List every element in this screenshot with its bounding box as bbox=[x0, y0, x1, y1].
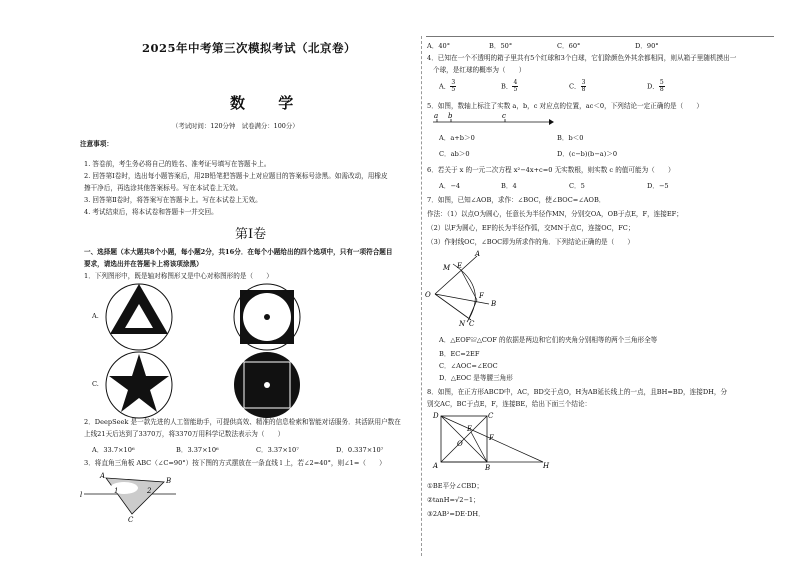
q1-figure-b bbox=[232, 282, 302, 352]
q4-option-b: B． $\frac{4}{5}$ bbox=[501, 79, 518, 93]
question-7: （2）以F为圆心，EF的长为半径作弧，交MN于点C，连接OC，FC； bbox=[427, 224, 635, 232]
q7-label-e: E bbox=[457, 262, 463, 270]
q4-option-a: A． $\frac{3}{5}$ bbox=[439, 79, 456, 93]
q4-option-c: C． $\frac{3}{8}$ bbox=[569, 79, 586, 93]
question-7: 作法：（1）以点O为圆心，任意长为半径作MN，分别交OA，OB于点E，F，连接EF； bbox=[427, 210, 683, 218]
q3-option-a: A．40° bbox=[427, 42, 451, 50]
question-7: 7．如图，已知∠AOB，求作：∠BOC，使∠BOC=∠AOB． bbox=[427, 196, 606, 204]
q8-figure bbox=[433, 412, 553, 472]
q2-option-d: D．0.337×10⁷ bbox=[336, 446, 384, 454]
q3-option-d: D．90° bbox=[635, 42, 659, 50]
q6-option-a: A．−4 bbox=[439, 182, 461, 190]
q8-label-e: E bbox=[467, 425, 473, 433]
question-2: 2．DeepSeek 是一款先进的人工智能助手，可提供高效、精准的信息检索和智能对话服务．其活跃用户数在 bbox=[84, 418, 401, 426]
q8-claim-1: ①BE平分∠CBD； bbox=[427, 482, 484, 490]
q2-option-c: C．3.37×10⁷ bbox=[256, 446, 299, 454]
q8-label-h: H bbox=[543, 462, 550, 470]
q7-label-b: B bbox=[491, 300, 497, 308]
exam-title: 2025年中考第三次模拟考试（北京卷） bbox=[142, 41, 357, 55]
question-5: 5．如图，数轴上标注了实数 a，b，c 对应点的位置，ac＜0，下列结论一定正确的是（ ） bbox=[427, 102, 704, 110]
question-4: 个球，是红球的概率为（ ） bbox=[433, 66, 526, 74]
question-1: 1．下列图形中，既是轴对称图形又是中心对称图形的是（ ） bbox=[84, 272, 273, 280]
q3-option-b: B．50° bbox=[489, 42, 513, 50]
q8-label-a: A bbox=[433, 462, 439, 470]
q3-option-c: C．60° bbox=[557, 42, 581, 50]
q5-label-c: c bbox=[502, 112, 506, 120]
q3-label-l: l bbox=[80, 491, 83, 499]
q8-label-o: O bbox=[457, 440, 463, 448]
right-column bbox=[427, 0, 772, 566]
q3-label-angle-1: 1 bbox=[114, 487, 119, 495]
part-title: 第Ⅰ卷 bbox=[235, 227, 267, 242]
note-line: 2. 回答第Ⅰ卷时，选出每小题答案后，用2B铅笔把答题卡上对应题目的答案标号涂黑。如需改动，用橡皮 bbox=[84, 172, 388, 180]
q6-option-d: D．−5 bbox=[647, 182, 669, 190]
q7-option-c: C．∠AOC=∠EOC bbox=[439, 362, 498, 370]
question-3: 3．将直角三角板 ABC（∠C=90°）按下图的方式摆放在一条直线 l 上，若∠2=40°，则∠1=（ ） bbox=[84, 459, 386, 467]
q7-label-o: O bbox=[425, 291, 431, 299]
section-instructions: 一、选择题（本大题共8个小题，每小题2分，共16分．在每个小题给出的四个选项中，只有一项符合题目 bbox=[84, 248, 393, 256]
q7-option-a: A．△EOF≌△COF 的依据是两边和它们的夹角分别相等的两个三角形全等 bbox=[439, 336, 658, 344]
column-divider bbox=[421, 36, 422, 556]
q3-label-c: C bbox=[128, 516, 134, 524]
q3-label-b: B bbox=[166, 477, 172, 485]
question-6: 6．若关于 x 的一元二次方程 x²−4x+c=0 无实数根，则实数 c 的值可能为（ ） bbox=[427, 166, 675, 174]
q5-label-b: b bbox=[448, 112, 453, 120]
q1-option-c: C. bbox=[92, 380, 99, 388]
q7-figure bbox=[425, 250, 501, 330]
question-4: 4．已知在一个不透明的箱子里共有5个红球和3个白球，它们除颜色外其余都相同，则从箱子里随机摸出一 bbox=[427, 54, 737, 62]
exam-meta: （考试时间：120分钟 试卷满分：100分） bbox=[172, 122, 299, 130]
q8-label-c: C bbox=[488, 412, 494, 420]
q7-label-m: M bbox=[443, 264, 451, 272]
left-column bbox=[80, 0, 420, 566]
q2-option-a: A．33.7×10⁶ bbox=[92, 446, 135, 454]
q7-label-c: C bbox=[469, 320, 475, 328]
q5-option-b: B．b＜0 bbox=[557, 134, 584, 142]
q6-option-b: B．4 bbox=[501, 182, 517, 190]
q8-label-b: B bbox=[485, 464, 491, 472]
note-line: 擦干净后，再选涂其他答案标号。写在本试卷上无效。 bbox=[84, 184, 243, 192]
note-line: 3. 回答第Ⅱ卷时，将答案写在答题卡上。写在本试卷上无效。 bbox=[84, 196, 262, 204]
q3-label-angle-2: 2 bbox=[147, 487, 152, 495]
q8-claim-3: ③2AB²=DE·DH． bbox=[427, 510, 485, 518]
question-8: 别交AC，BC于点E，F，连接BE，给出下面三个结论： bbox=[427, 400, 592, 408]
question-8: 8．如图，在正方形ABCD中，AC，BD交于点O，H为AB延长线上的一点，且BH=BD，连接DH，分 bbox=[427, 388, 728, 396]
q7-label-n: N bbox=[459, 320, 466, 328]
q7-option-b: B．EC=2EF bbox=[439, 350, 480, 358]
q5-option-a: A．a+b＞0 bbox=[439, 134, 475, 142]
q7-label-f: F bbox=[479, 292, 484, 300]
q2-option-b: B．3.37×10⁶ bbox=[176, 446, 219, 454]
q5-option-c: C．ab＞0 bbox=[439, 150, 470, 158]
question-7: （3）作射线OC，∠BOC即为所求作的角．下列结论正确的是（ ） bbox=[427, 238, 635, 246]
notes-heading: 注意事项： bbox=[80, 140, 113, 148]
q5-number-line bbox=[433, 112, 553, 132]
note-line: 4. 考试结束后，将本试卷和答题卡一并交回。 bbox=[84, 208, 218, 216]
subject-title: 数 学 bbox=[230, 94, 308, 112]
q1-figure-c bbox=[104, 350, 174, 420]
note-line: 1. 答卷前，考生务必将自己的姓名、准考证号填写在答题卡上。 bbox=[84, 160, 271, 168]
question-2: 上线21天后达到了3370万，将3370万用科学记数法表示为（ ） bbox=[84, 430, 285, 438]
q4-option-d: D． $\frac{5}{8}$ bbox=[647, 79, 664, 93]
q7-label-a: A bbox=[475, 250, 481, 258]
q6-option-c: C．5 bbox=[569, 182, 585, 190]
q8-label-d: D bbox=[433, 412, 439, 420]
q1-figure-d bbox=[232, 350, 302, 420]
section-instructions: 要求，请选出并在答题卡上将该项涂黑） bbox=[84, 260, 203, 268]
q5-label-a: a bbox=[434, 112, 439, 120]
q8-label-f: F bbox=[489, 434, 494, 442]
q8-claim-2: ②tanH=√2−1； bbox=[427, 496, 480, 504]
q3-label-a: A bbox=[100, 472, 106, 480]
q3-figure bbox=[80, 470, 179, 524]
q7-option-d: D．△EOC 是等腰三角形 bbox=[439, 374, 513, 382]
q1-option-a: A. bbox=[92, 312, 99, 320]
q1-figure-a bbox=[104, 282, 174, 352]
q5-option-d: D．(c−b)(b−a)＞0 bbox=[557, 150, 618, 158]
